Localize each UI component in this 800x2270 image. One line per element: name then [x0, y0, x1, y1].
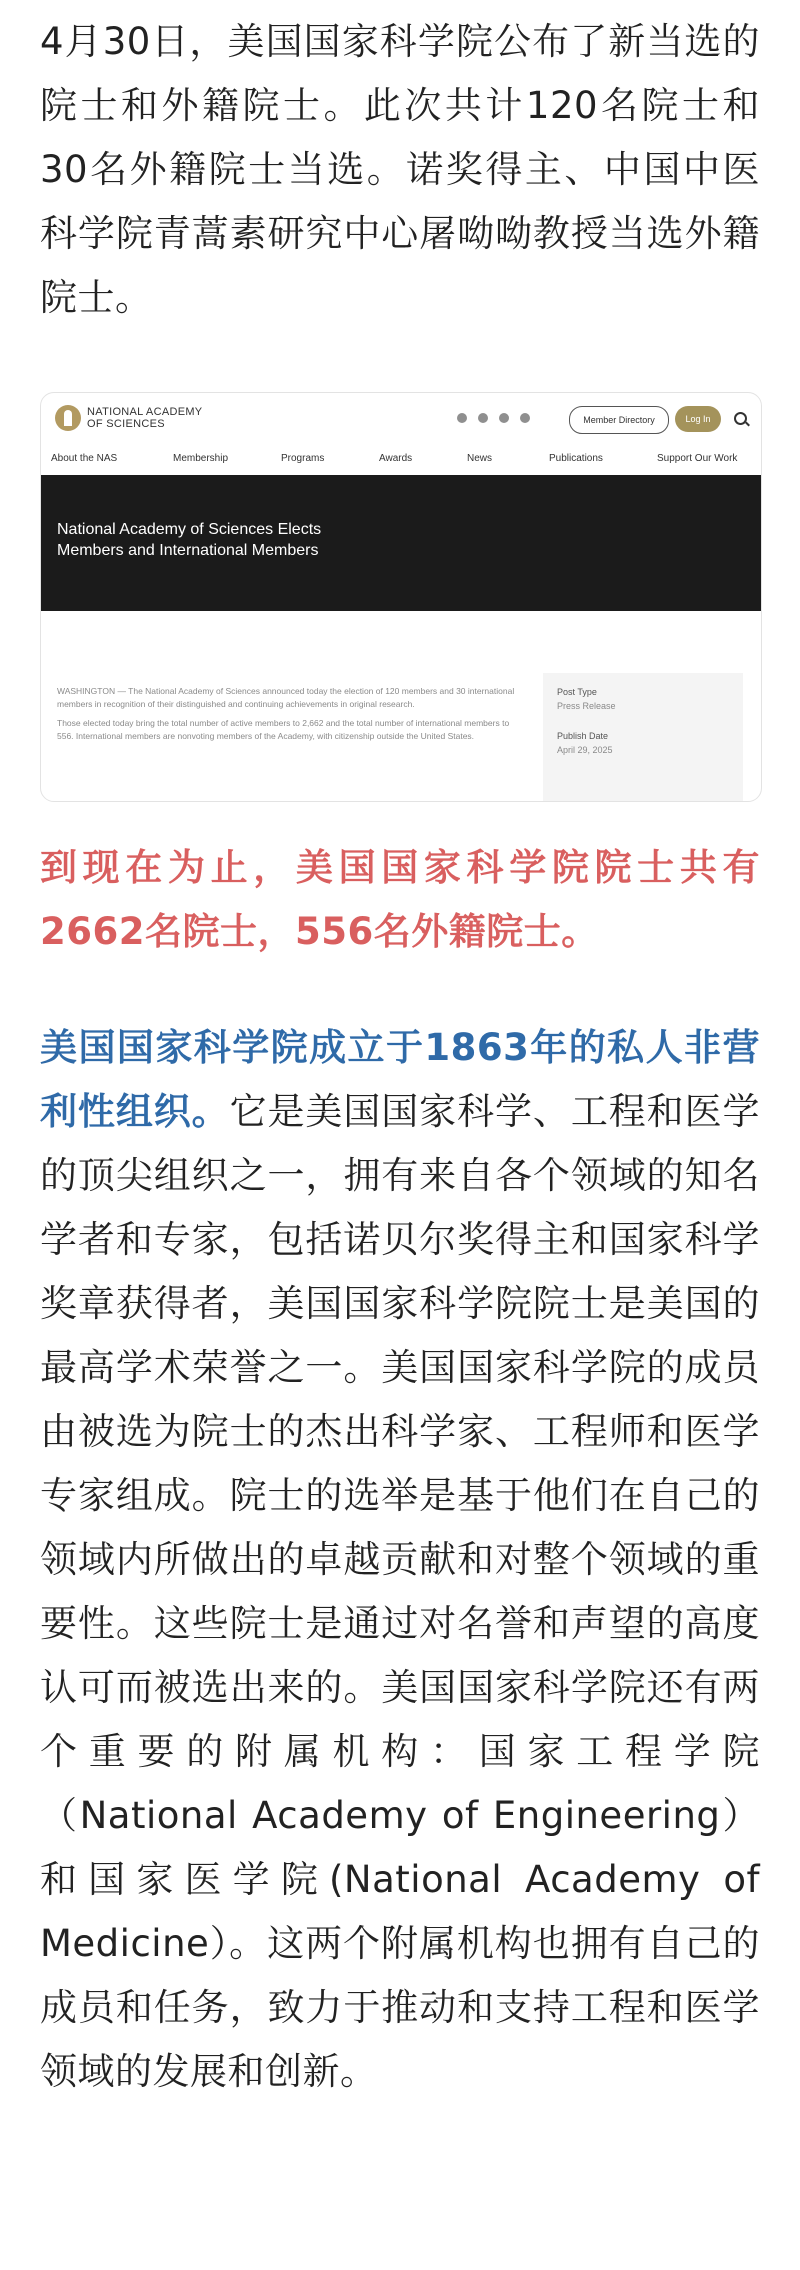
publish-date-label: Publish Date	[557, 731, 609, 741]
login-button: Log In	[675, 406, 721, 432]
site-nav	[41, 453, 761, 473]
nas-emblem-icon	[55, 405, 81, 431]
nav-news: News	[467, 453, 493, 464]
facebook-icon	[457, 413, 467, 423]
nas-description-paragraph	[40, 1016, 760, 2104]
instagram-icon	[499, 413, 509, 423]
member-directory-button: Member Directory	[569, 406, 669, 434]
headline-banner	[41, 475, 761, 611]
nas-description-text: 它是美国国家科学、工程和医学的顶尖组织之一，拥有来自各个领域的知名学者和专家，包括诺贝尔奖得主和国家科学奖章获得者，美国国家科学院院士是美国的最高学术荣誉之一。美国国家科学院的成员由被选为院士的杰出科学家、工程师和医学专家组成。院士的选举是基于他们在自己的领域内所做出的卓越贡献和对整个领域的重要性。这些院士是通过对名誉和声望的高度认可而被选出来的。美国国家科学院还有两个重要的附属机构：国家工程学院（National Academy of Engineering）和国家医学院(National Academy of Medicine）。这两个附属机构也拥有自己的成员和任务，致力于推动和支持工程和医学领域的发展和创新。	[40, 1090, 761, 2093]
intro-paragraph: 4月30日，美国国家科学院公布了新当选的院士和外籍院士。此次共计120名院士和30名外籍院士当选。诺奖得主、中国中医科学院青蒿素研究中心屠呦呦教授当选外籍院士。	[40, 20, 760, 319]
site-header	[41, 393, 761, 445]
post-type-value: Press Release	[557, 701, 616, 711]
search-icon	[734, 412, 747, 425]
post-meta-sidebar	[543, 673, 743, 801]
post-type-label: Post Type	[557, 687, 597, 697]
body-paragraph-2: Those elected today bring the total number of active members to 2,662 and the total number of international members to 556. International members are nonvoting members of the Academy, with citizenship outside the United States.	[57, 718, 510, 741]
social-links	[457, 413, 530, 423]
nav-about: About the NAS	[51, 453, 118, 464]
headline: National Academy of Sciences Elects Members and International Members	[57, 521, 322, 559]
nav-membership: Membership	[173, 453, 229, 464]
logo-line-1: NATIONAL ACADEMY	[87, 406, 203, 418]
member-count-paragraph: 到现在为止，美国国家科学院院士共有2662名院士，556名外籍院士。	[40, 846, 760, 953]
press-release-body	[57, 685, 517, 749]
nas-founding-highlight: 美国国家科学院成立于1863年的私人非营利性组织。	[40, 1026, 760, 1133]
youtube-icon	[520, 413, 530, 423]
logo-line-2: OF SCIENCES	[87, 418, 165, 430]
publish-date-value: April 29, 2025	[557, 745, 613, 755]
nav-programs: Programs	[281, 453, 325, 464]
nas-website-screenshot	[40, 392, 762, 802]
nav-awards: Awards	[379, 453, 413, 464]
body-paragraph-1: WASHINGTON — The National Academy of Sciences announced today the election of 120 members and 30 international members in recognition of their distinguished and continuing achievements in original research.	[57, 686, 515, 709]
nav-support: Support Our Work	[657, 453, 738, 464]
nav-publications: Publications	[549, 453, 603, 464]
x-icon	[478, 413, 488, 423]
nas-logo	[55, 405, 202, 431]
